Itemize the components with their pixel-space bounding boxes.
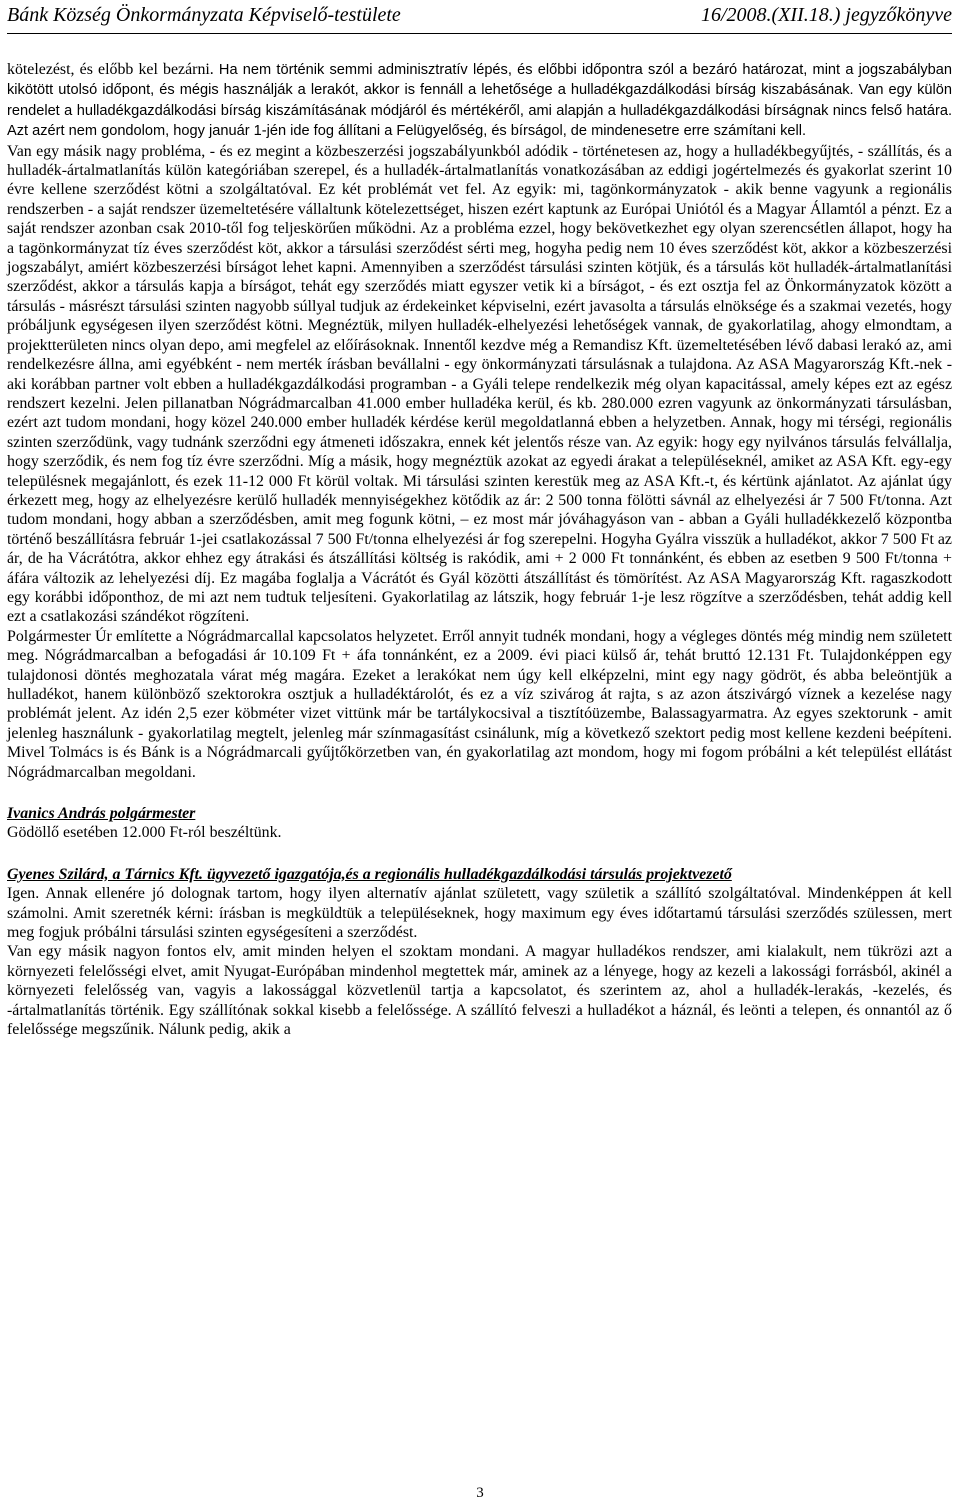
speaker-name-project-lead: Gyenes Szilárd, a Tárnics Kft. ügyvezető igazgatója,és a regionális hulladékgazdálkodási társulás projektvezető (7, 865, 732, 883)
document-body (7, 60, 952, 1040)
paragraph-1 (7, 60, 952, 142)
page-number: 3 (476, 1485, 484, 1501)
paragraph-6: Van egy másik nagyon fontos elv, amit minden helyen el szoktam mondani. A magyar hulladékos rendszer, ami kialakult, nem tükrözi azt a környezeti felelősségi elvet, amit Nyugat-Európában mindenhol megtettek már, aminek az a lényege, hogy az kezeli a lakossági forrásból, akinél a környezeti felelősség van, vagyis a lakossággal közvetlenül tartja a kapcsolatot, és szerintem az, ahol a hulladék-lerakás, -kezelés, és -ártalmatlanítás történik. Egy szállítónak sokkal kisebb a felelőssége. A szállító felveszi a hulladékot a háznál, és leönti a telepen, és onnantól az ő felelőssége megszűnik. Nálunk pedig, akik a (7, 943, 952, 1039)
paragraph-2: Van egy másik nagy probléma, - és ez megint a közbeszerzési jogszabályunkból adódik - történetesen az, hogy a hulladékbegyűjtés, - szállítás, és a hulladék-ártalmatlanítás külön kategóriában szerepel, és a hulladék-ártalmatlanítás vonatkozásában az eddigi jogértelmezés és gyakorlat szerint 10 évre kellene szerződést kötni a szolgáltatóval. Ez két problémát vet fel. Az egyik: mi, tagönkormányzatok - akik benne vagyunk a regionális rendszerben - a saját rendszer üzemeltetésére vállaltunk kötelezettséget, hiszen ezért kaptunk az Európai Uniótól és a Magyar Államtól a pénzt. Ez a saját rendszer azonban csak 2010-től fog teljeskörűen működni. Az a probléma ezzel, hogy bekövetkezhet egy olyan szerencsétlen állapot, hogy ha a tagönkormányzat tíz éves szerződést köt, akkor a társulási szerződést sérti meg, hogyha pedig nem 10 éves szerződést köt, akkor a közbeszerzési jogszabályt, amiért közbeszerzési bírságot lehet kapni. Amennyiben a szerződést társulási szinten kötjük, és a társulás köt hulladék-ártalmatlanítási szerződést, akkor a társulás kapja a bírságot, tehát egy szerződés miatt egyszer vetik ki a bírságot, - és ezt osztja fel az Önkormányzatok között a társulás - másrészt társulási szinten nagyobb súllyal tudjuk az érdekeinket képviselni, ezért javasolta a társulás elnöksége és a szakmai vezetés, hogy próbáljunk egységesen ilyen szerződést kötni. Megnéztük, milyen hulladék-elhelyezési lehetőségek vannak, de gyakorlatilag, ahogy elmondtam, a projektterületen nincs olyan depo, ami megfelel az előírásoknak. Innentől kezdve még a Remandisz Kft. üzemeltetésében lévő dabasi lerakó az, ami rendelkezésre állna, ami egyébként - nem merték írásban bevállalni - egy önkormányzati társulásnak a tulajdona. Az ASA Magyarország Kft.-nek - aki korábban partner volt ebben a hulladékgazdálkodási programban - a Gyáli telepe rendelkezik még olyan kapacitással, amely képes ezt az egész rendszert kezelni. Jelen pillanatban Nógrádmarcalban 41.000 ember hulladéka kerül, és kb. 280.000 ezren vagyunk az önkormányzati társulásban, ezért azt tudom mondani, hogy közel 240.000 ember hulladék kérdése kerül megoldatlanná ebben a helyzetben. Annak, hogy mi térségi, regionális szinten szerződünk, vagy tudnánk szerződni egy átmeneti időszakra, ennek két jelentős része van. Az egyik: hogy egy nyilvános társulás felvállalja, hogy szerződik, és nem fog tíz évre szerződni. Míg a másik, hogy megnéztük azokat az egyedi árakat a településeknél, amiket az ASA Kft. egy-egy településnek megajánlott, és ezek 11-12 000 Ft körül voltak. Mi társulási szinten kerestük meg az ASA Kft.-t, és kértünk ajánlatot. Az ajánlat úgy érkezett meg, hogy az elhelyezésre kerülő hulladék mennyiségekhez kötődik az ár: 2 500 tonna fölötti sávnál az elhelyezési ár 7 500 Ft/tonna. Azt tudom mondani, hogy abban a szerződésben, amit meg fogunk kötni, – ez most már jóváhagyáson van - abban a Gyáli hulladékkezelő központba történő beszállításra február 1-jei csatlakozással 7 500 Ft/tonna elhelyezési ár fog szerepelni. Hogyha Gyálra visszük a hulladékot, akkor 7 500 Ft az ár, de ha Vácrátótra, akkor ehhez egy átrakási és átszállítási költség is rakódik, ami + 2 000 Ft tonnánként, és ebben az esetben 9 500 Ft/tonna + áfára változik az lehelyezési díj. Ez magába foglalja a Vácrátót és Gyál közötti átszállítást és tömörítést. Az ASA Magyarország Kft. ragaszkodott egy korábbi időponthoz, de mi azt nem tudtuk teljesíteni. Gyakorlatilag az látszik, hogy február 1-je lesz rögzítve a szerződésben, tehát addig kell ezt a csatlakozási szándékot rögzíteni. (7, 142, 952, 626)
header-minutes-number: 16/2008.(XII.18.) jegyzőkönyve (700, 4, 952, 26)
speaker-heading (7, 865, 952, 884)
paragraph-4: Gödöllő esetében 12.000 Ft-ról beszéltünk. (7, 824, 282, 842)
speaker-heading (7, 804, 952, 823)
paragraph-3: Polgármester Úr említette a Nógrádmarcallal kapcsolatos helyzetet. Erről annyit tudnék mondani, hogy a végleges döntés még mindig nem született meg. Nógrádmarcalban a befogadási ár 10.109 Ft + áfa tonnánként, ez a 2009. évi piaci külső ár, tehát bruttó 12.131 Ft. Tulajdonképpen egy tulajdonosi döntés meghozatala várat még magára. Ezeket a lerakókat nem úgy kell elképzelni, mint egy nagy gödröt, és abba beleöntjük a hulladékot, hanem különböző szektorokra osztjuk a hulladéktárolót, és ez a víz szivárog át rajta, s az azon átszivárgó víznek a kezelése nagy problémát jelent. Az idén 2,5 ezer köbméter vizet vittünk már be tartálykocsival a tisztítóüzembe, Balassagyarmatra. Az egyes szektorunk - amit jelenleg használunk - gyakorlatilag megtelt, jelenleg már színmagasítást csinálunk, míg a következő szektort pedig most kellene kezdeni beépíteni. Mivel Tolmács is és Bánk is a Nógrádmarcali gyűjtőkörzetben van, én gyakorlatilag azt mondom, hogy mi fogom próbálni a két települést ellátást Nógrádmarcalban megoldani. (7, 627, 952, 781)
paragraph-5: Igen. Annak ellenére jó dolognak tartom, hogy ilyen alternatív ajánlat született, vagy születik a szállító szolgáltatóval. Mindenképpen át kell számolni. Amit szeretnék kérni: írásban is megküldtük a településeknek, hogy maximum egy éves időtartamú társulási szerződés szülessen, mert meg fogjuk próbálni társulási szinten egységesíteni a szerződést. (7, 885, 952, 942)
header-rule (7, 33, 952, 34)
running-header (7, 2, 952, 32)
paragraph-1-serif-part: kötelezést, és előbb kel bezárni. (7, 61, 219, 78)
paragraph-1-sans-part: Ha nem történik semmi adminisztratív lépés, és előbbi időpontra szól a bezáró határozat, mint a jogszabályban kikötött utolsó időpont, és mégis használják a lerakót, akkor is fennáll a lehetősége a hulladékgazdálkodási bírság kiszabásának. Van egy külön rendelet a hulladékgazdálkodási bírság kiszámításának módjáról és mértékéről, ami alapján a hulladékgazdálkodási bírságnak nincs felső határa. Azt azért nem gondolom, hogy január 1-jén ide fog állítani a Felügyelőség, és bírságol, de mindenesetre erre számítani kell. (7, 62, 952, 140)
speaker-name-mayor: Ivanics András polgármester (7, 805, 196, 823)
header-council-title: Bánk Község Önkormányzata Képviselő-testülete (7, 4, 401, 26)
